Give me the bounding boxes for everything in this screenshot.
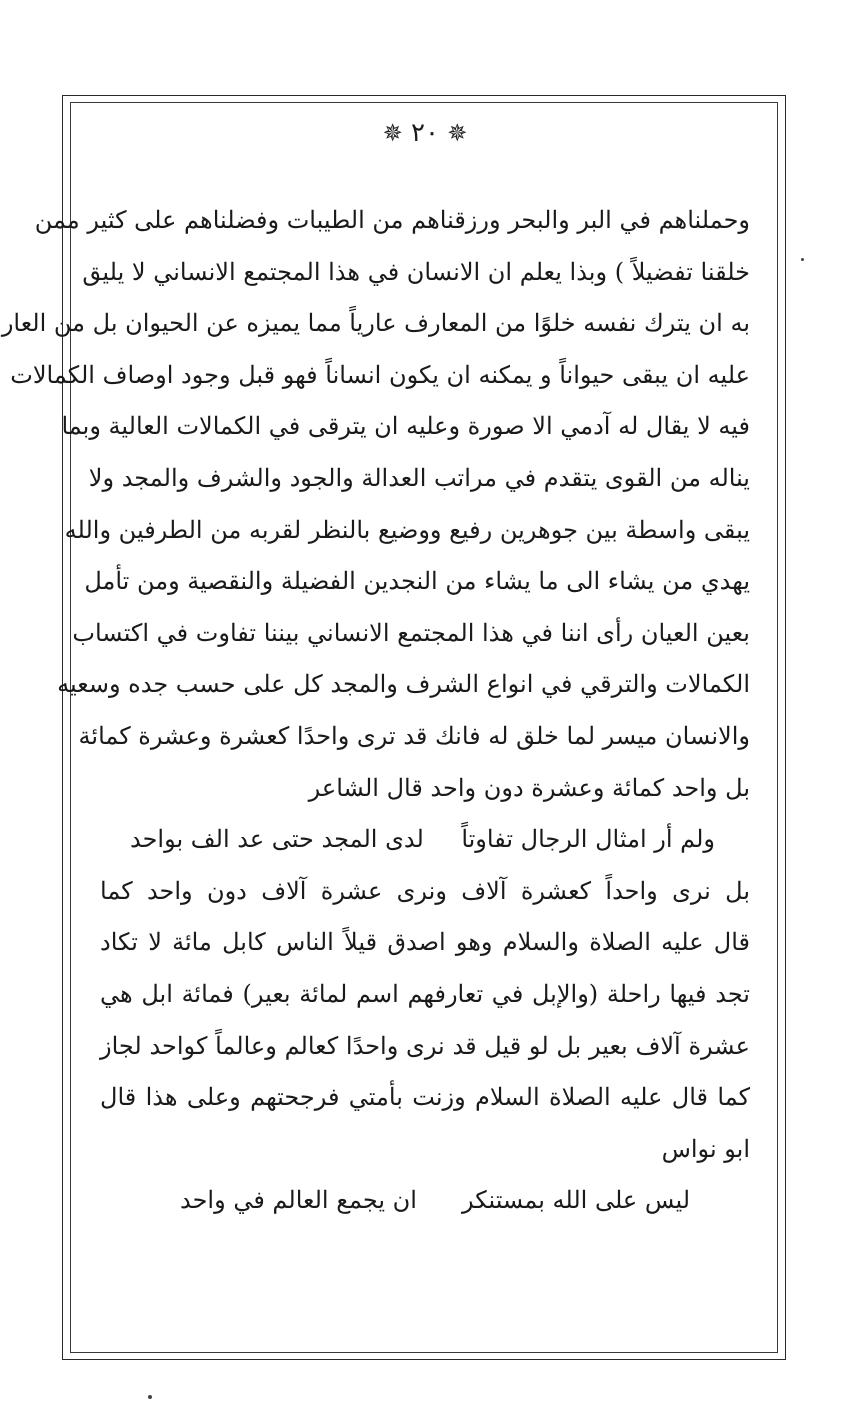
ornament-left-icon: ✵	[447, 119, 468, 147]
text-line: بعين العيان رأى اننا في هذا المجتمع الانساني بيننا تفاوت في اكتساب	[72, 618, 750, 647]
page-number: ٢٠	[411, 118, 439, 148]
poem-verse-2	[100, 1175, 750, 1227]
text-line: خلقنا تفضيلاً ) وبذا يعلم ان الانسان في هذا المجتمع الانساني لا يليق	[82, 257, 750, 286]
poem-verse-1	[100, 814, 750, 866]
text-line: فيه لا يقال له آدمي الا صورة وعليه ان يترقى في الكمالات العالية وبما	[61, 412, 750, 441]
page-number-header	[0, 118, 850, 148]
text-line: به ان يترك نفسه خلوًا من المعارف عارياً مما يميزه عن الحيوان بل من العار	[1, 309, 750, 338]
scan-speck	[801, 258, 804, 261]
verse-hemistich: لدى المجد حتى عد الف بواحد	[130, 825, 424, 854]
text-line: يناله من القوى يتقدم في مراتب العدالة والجود والشرف والمجد ولا	[88, 463, 750, 492]
text-line: تجد فيها راحلة (والإبل في تعارفهم اسم لمائة بعير) فمائة ابل هي	[100, 979, 750, 1008]
text-line: قال عليه الصلاة والسلام وهو اصدق قيلاً الناس كابل مائة لا تكاد	[100, 928, 750, 957]
text-line: الكمالات والترقي في انواع الشرف والمجد كل على حسب جده وسعيه	[57, 670, 750, 699]
text-line: وحملناهم في البر والبحر ورزقناهم من الطيبات وفضلناهم على كثير ممن	[34, 206, 750, 234]
verse-hemistich: ليس على الله بمستنكر	[461, 1186, 690, 1215]
text-line: بل نرى واحداً كعشرة آلاف ونرى عشرة آلاف دون واحد كما	[100, 876, 750, 905]
text-line: كما قال عليه الصلاة السلام وزنت بأمتي فرجحتهم وعلى هذا قال	[100, 1083, 750, 1112]
text-line: عشرة آلاف بعير بل لو قيل قد نرى واحدًا كعالم وعالماً كواحد لجاز	[100, 1031, 750, 1060]
verse-hemistich: ولم أر امثال الرجال تفاوتاً	[461, 825, 715, 854]
text-line: عليه ان يبقى حيواناً و يمكنه ان يكون انساناً فهو قبل وجود اوصاف الكمالات	[10, 360, 750, 389]
ornament-right-icon: ✵	[382, 119, 403, 147]
text-line: يبقى واسطة بين جوهرين رفيع ووضيع بالنظر لقربه من الطرفين والله	[64, 515, 750, 544]
verse-hemistich: ان يجمع العالم في واحد	[180, 1186, 417, 1215]
body-text	[1, 195, 750, 1227]
text-line: يهدي من يشاء الى ما يشاء من النجدين الفضيلة والنقصية ومن تأمل	[84, 567, 750, 596]
text-line: والانسان ميسر لما خلق له فانك قد ترى واحدًا كعشرة وعشرة كمائة	[78, 721, 750, 750]
scan-speck	[148, 1395, 152, 1399]
text-line: ابو نواس	[661, 1134, 750, 1163]
text-line: بل واحد كمائة وعشرة دون واحد قال الشاعر	[308, 773, 750, 802]
